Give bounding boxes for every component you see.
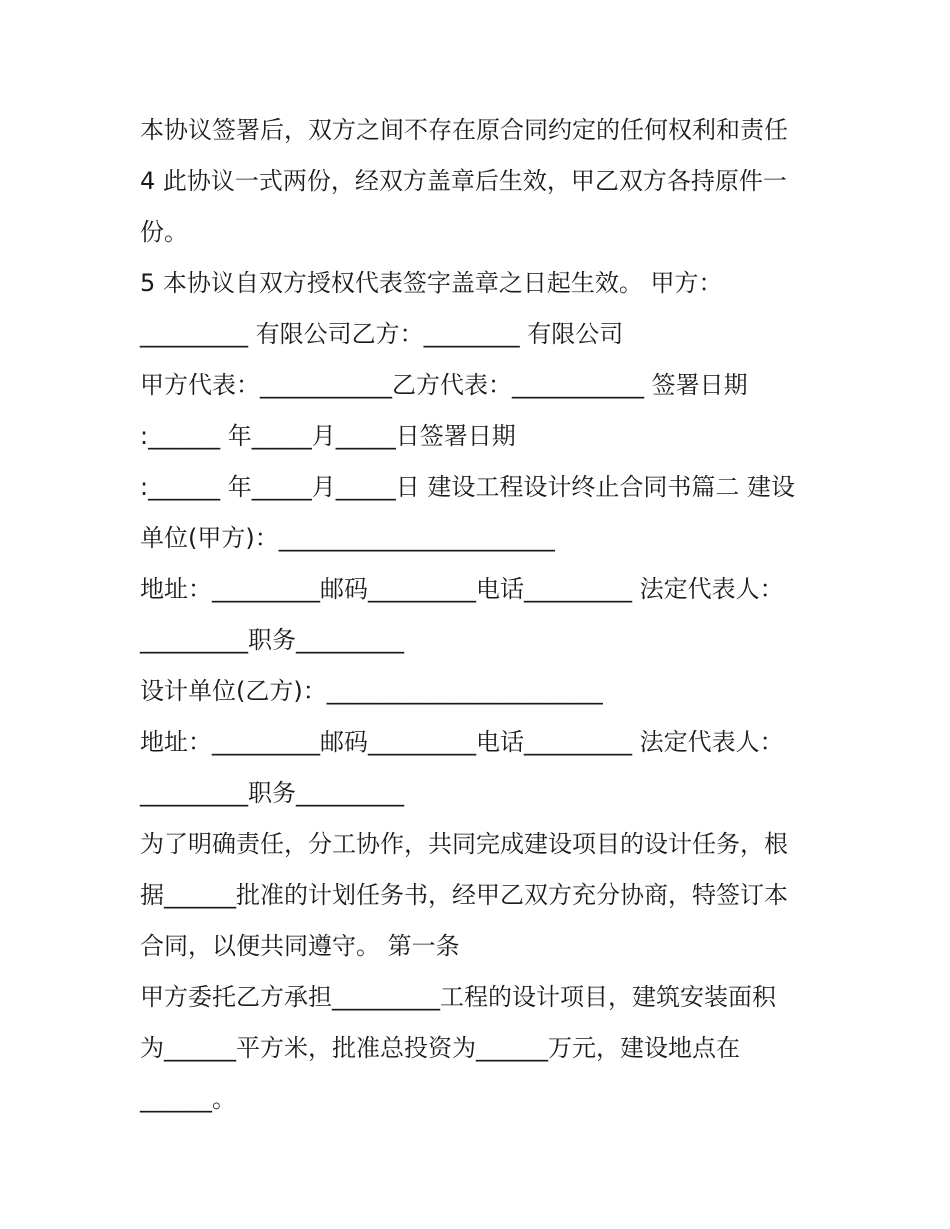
text-line: ______。	[140, 1085, 236, 1113]
text-line: 为了明确责任，分工协作，共同完成建设项目的设计任务，根	[140, 830, 788, 858]
text-line: 4 此协议一式两份，经双方盖章后生效，甲乙双方各持原件一	[140, 167, 787, 195]
text-line: 设计单位(乙方)：_______________________	[140, 677, 603, 705]
text-line: 单位(甲方)：_______________________	[140, 524, 555, 552]
text-line: 本协议签署后，双方之间不存在原合同约定的任何权利和责任	[140, 116, 788, 144]
text-line: :______ 年_____月_____日 建设工程设计终止合同书篇二 建设	[140, 473, 795, 501]
text-line: :______ 年_____月_____日签署日期	[140, 422, 516, 450]
text-line: 地址：_________邮码_________电话_________ 法定代表人：	[140, 575, 784, 603]
text-line: 份。	[140, 218, 188, 246]
text-line: 甲方代表：___________乙方代表：___________ 签署日期	[140, 371, 748, 399]
text-line: 地址：_________邮码_________电话_________ 法定代表人：	[140, 728, 784, 756]
text-line: _________职务_________	[140, 626, 404, 654]
text-line: 5 本协议自双方授权代表签字盖章之日起生效。 甲方：	[140, 269, 723, 297]
text-line: _________职务_________	[140, 779, 404, 807]
text-line: 为______平方米，批准总投资为______万元，建设地点在	[140, 1034, 740, 1062]
text-line: 据______批准的计划任务书，经甲乙双方充分协商，特签订本	[140, 881, 788, 909]
document-body	[140, 105, 830, 1125]
text-line: 甲方委托乙方承担_________工程的设计项目，建筑安装面积	[140, 983, 776, 1011]
text-line: _________ 有限公司乙方：________ 有限公司	[140, 320, 624, 348]
text-line: 合同，以便共同遵守。 第一条	[140, 932, 460, 960]
